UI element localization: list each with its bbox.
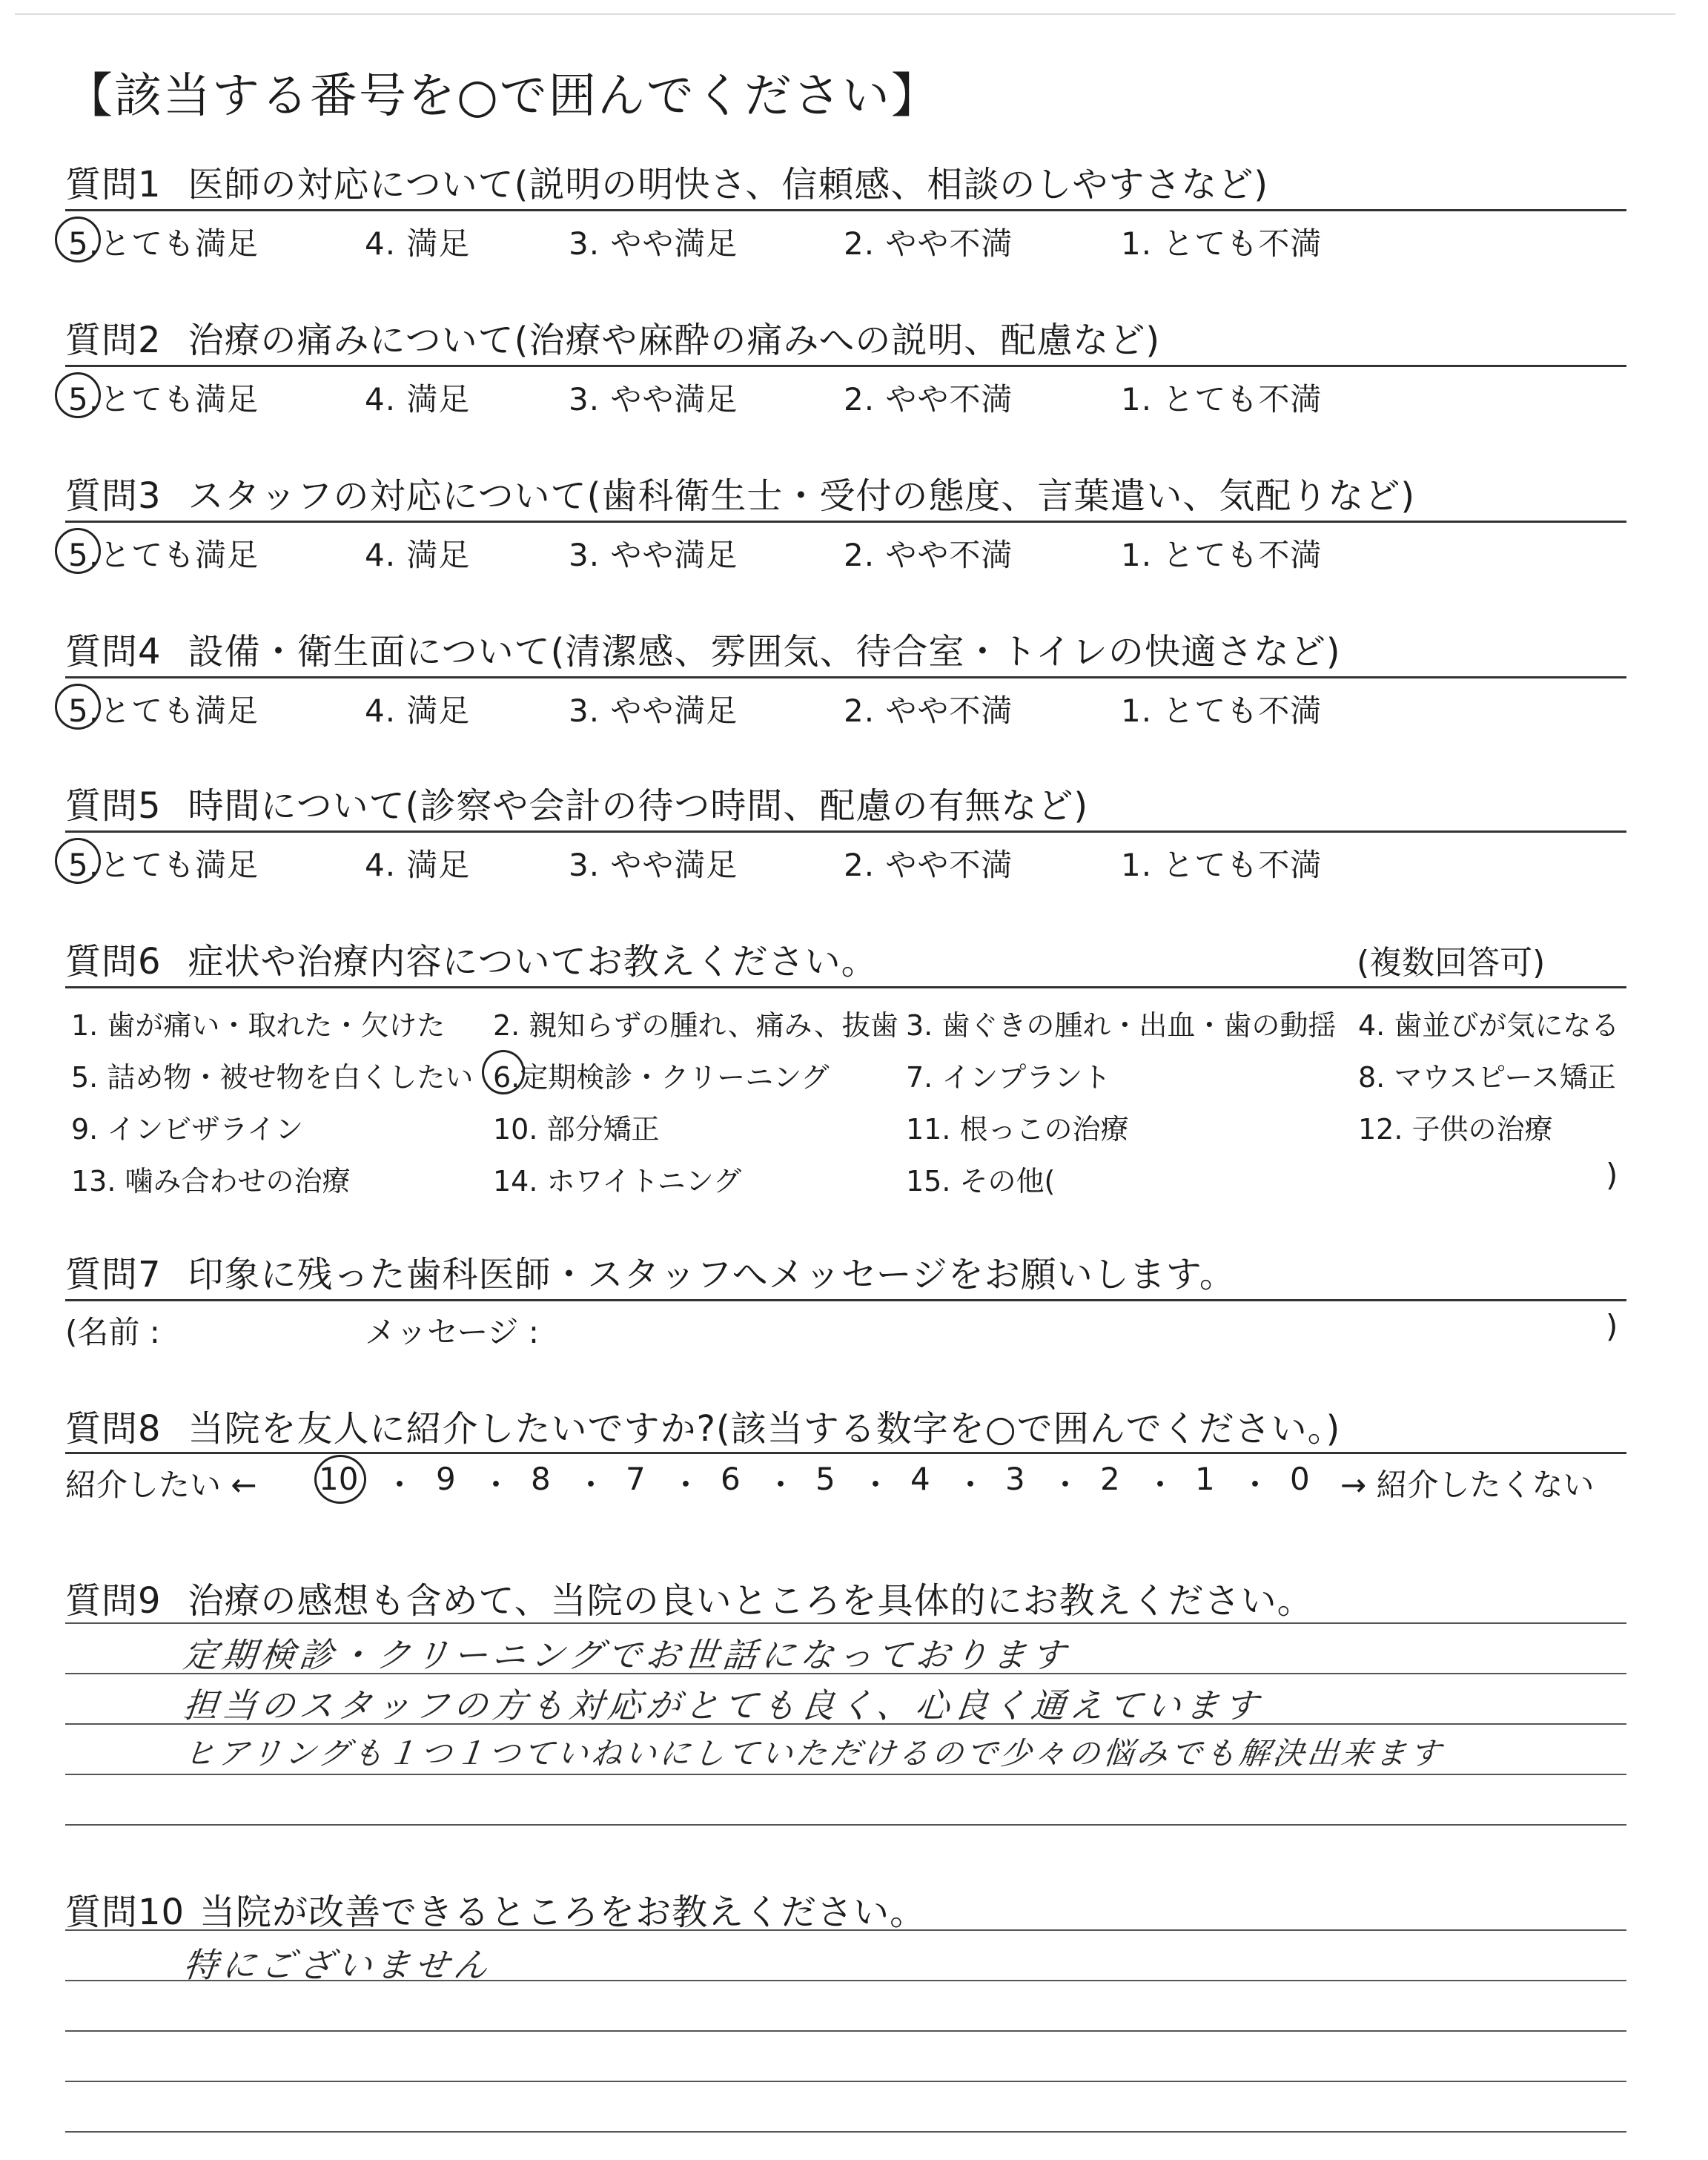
q6-option-7[interactable]: 7. インプラント <box>906 1061 1111 1094</box>
question-number: 質問5 <box>65 785 162 827</box>
q8-right-label: → 紹介したくない <box>1340 1467 1595 1503</box>
question-text: 治療の感想も含めて、当院の良いところを具体的にお教えください。 <box>188 1580 1314 1622</box>
q6-option-4[interactable]: 4. 歯並びが気になる <box>1358 1009 1620 1042</box>
answer-line <box>65 1622 1626 1624</box>
selection-circle <box>314 1455 366 1504</box>
q6-option-11[interactable]: 11. 根っこの治療 <box>906 1113 1129 1146</box>
scale-separator: ・ <box>480 1467 512 1503</box>
scale-separator: ・ <box>670 1467 702 1503</box>
selection-circle <box>55 217 101 262</box>
scale-separator: ・ <box>765 1467 797 1503</box>
question-text: 症状や治療内容についてお教えください。 <box>188 941 878 982</box>
question-number: 質問6 <box>65 941 162 982</box>
question-text: 時間について(診察や会計の待つ時間、配慮の有無など) <box>188 785 1089 827</box>
q6-option-10[interactable]: 10. 部分矯正 <box>493 1113 660 1146</box>
q6-option-6[interactable]: 6.定期検診・クリーニング <box>493 1061 830 1094</box>
scale-separator: ・ <box>575 1467 607 1503</box>
question-number: 質問10 <box>65 1892 185 1933</box>
question-3-title <box>65 467 1415 518</box>
q3-option-4[interactable]: 4. 満足 <box>365 537 471 573</box>
question-number: 質問1 <box>65 164 162 205</box>
q7-message-label: メッセージ : <box>365 1314 539 1350</box>
question-text: スタッフの対応について(歯科衛生士・受付の態度、言葉遣い、気配りなど) <box>188 475 1416 517</box>
q8-score-1[interactable]: 1 <box>1195 1461 1215 1497</box>
question-2-rule <box>65 365 1626 367</box>
scale-separator: ・ <box>1239 1467 1271 1503</box>
q8-score-7[interactable]: 7 <box>626 1461 646 1497</box>
question-9-title <box>65 1572 1314 1623</box>
selection-circle <box>55 528 101 574</box>
q8-score-3[interactable]: 3 <box>1005 1461 1025 1497</box>
q3-option-2[interactable]: 2. やや不満 <box>844 537 1013 573</box>
scale-separator: ・ <box>955 1467 987 1503</box>
q6-option-9[interactable]: 9. インビザライン <box>71 1113 304 1146</box>
question-7-title <box>65 1246 1236 1297</box>
scale-separator: ・ <box>860 1467 892 1503</box>
q8-score-10[interactable]: 10 <box>319 1461 359 1497</box>
q6-option-13[interactable]: 13. 噛み合わせの治療 <box>71 1165 351 1198</box>
q8-score-8[interactable]: 8 <box>531 1461 551 1497</box>
q3-option-1[interactable]: 1. とても不満 <box>1121 537 1323 573</box>
question-text: 医師の対応について(説明の明快さ、信頼感、相談のしやすさなど) <box>188 164 1269 205</box>
q4-option-3[interactable]: 3. やや満足 <box>569 693 738 729</box>
answer-line <box>65 1723 1626 1725</box>
q10-handwritten-line-1[interactable]: 特にございません <box>181 1945 494 1985</box>
multiple-answers-note: (複数回答可) <box>1357 944 1546 982</box>
q8-score-2[interactable]: 2 <box>1100 1461 1120 1497</box>
scale-separator: ・ <box>1050 1467 1082 1503</box>
q7-name-label: (名前 : <box>65 1314 160 1350</box>
question-number: 質問3 <box>65 475 162 517</box>
q6-option-12[interactable]: 12. 子供の治療 <box>1358 1113 1553 1146</box>
q6-option-5[interactable]: 5. 詰め物・被せ物を白くしたい <box>71 1061 474 1094</box>
selection-circle <box>482 1050 525 1094</box>
q2-option-1[interactable]: 1. とても不満 <box>1121 381 1323 417</box>
q2-option-2[interactable]: 2. やや不満 <box>844 381 1013 417</box>
answer-line <box>65 1824 1626 1826</box>
question-8-rule <box>65 1452 1626 1454</box>
q6-option-15[interactable]: 15. その他( <box>906 1165 1056 1198</box>
page-title: 【該当する番号を○で囲んでください】 <box>65 69 940 124</box>
answer-line <box>65 1774 1626 1775</box>
q1-option-5[interactable]: 5.とても満足 <box>68 225 259 262</box>
q2-option-3[interactable]: 3. やや満足 <box>569 381 738 417</box>
q4-option-5[interactable]: 5.とても満足 <box>68 693 259 729</box>
question-5-rule <box>65 830 1626 833</box>
question-1-title <box>65 156 1268 207</box>
q1-option-2[interactable]: 2. やや不満 <box>844 225 1013 262</box>
question-text: 治療の痛みについて(治療や麻酔の痛みへの説明、配慮など) <box>188 320 1161 361</box>
question-number: 質問8 <box>65 1408 162 1450</box>
q8-score-9[interactable]: 9 <box>436 1461 456 1497</box>
answer-line <box>65 1929 1626 1931</box>
question-1-rule <box>65 209 1626 211</box>
question-text: 印象に残った歯科医師・スタッフへメッセージをお願いします。 <box>188 1254 1236 1295</box>
q6-option-14[interactable]: 14. ホワイトニング <box>493 1165 742 1198</box>
answer-line <box>65 1673 1626 1674</box>
q4-option-1[interactable]: 1. とても不満 <box>1121 693 1323 729</box>
selection-circle <box>55 684 101 730</box>
q2-option-4[interactable]: 4. 満足 <box>365 381 471 417</box>
q2-option-5[interactable]: 5.とても満足 <box>68 381 259 417</box>
question-text: 当院を友人に紹介したいですか?(該当する数字を○で囲んでください。) <box>188 1408 1341 1450</box>
answer-line <box>65 2030 1626 2032</box>
question-text: 当院が改善できるところをお教えください。 <box>199 1892 927 1933</box>
question-text: 設備・衛生面について(清潔感、雰囲気、待合室・トイレの快適さなど) <box>188 631 1341 673</box>
q3-option-3[interactable]: 3. やや満足 <box>569 537 738 573</box>
q5-option-4[interactable]: 4. 満足 <box>365 847 471 883</box>
q8-score-4[interactable]: 4 <box>910 1461 930 1497</box>
question-4-title <box>65 623 1341 674</box>
question-10-title <box>65 1883 926 1935</box>
q6-option-3[interactable]: 3. 歯ぐきの腫れ・出血・歯の動揺 <box>906 1009 1337 1042</box>
question-6-rule <box>65 986 1626 988</box>
q6-option-1[interactable]: 1. 歯が痛い・取れた・欠けた <box>71 1009 446 1042</box>
q5-option-1[interactable]: 1. とても不満 <box>1121 847 1323 883</box>
question-5-title <box>65 777 1088 828</box>
answer-line <box>65 2131 1626 2133</box>
q8-score-6[interactable]: 6 <box>721 1461 741 1497</box>
q5-option-2[interactable]: 2. やや不満 <box>844 847 1013 883</box>
question-number: 質問7 <box>65 1254 162 1295</box>
question-6-title <box>65 933 878 984</box>
question-number: 質問2 <box>65 320 162 361</box>
q1-option-4[interactable]: 4. 満足 <box>365 225 471 262</box>
question-8-title <box>65 1400 1340 1451</box>
answer-line <box>65 1980 1626 1981</box>
question-number: 質問9 <box>65 1580 162 1622</box>
q5-option-3[interactable]: 3. やや満足 <box>569 847 738 883</box>
q6-option-8[interactable]: 8. マウスピース矯正 <box>1358 1061 1616 1094</box>
q8-score-0[interactable]: 0 <box>1290 1461 1310 1497</box>
scan-edge-line <box>15 13 1675 15</box>
q9-handwritten-line-1[interactable]: 定期検診・クリーニングでお世話になっております <box>181 1635 1072 1675</box>
question-3-rule <box>65 521 1626 523</box>
q8-score-5[interactable]: 5 <box>815 1461 835 1497</box>
q9-handwritten-line-2[interactable]: 担当のスタッフの方も対応がとても良く、心良く通えています <box>181 1685 1265 1725</box>
q1-option-3[interactable]: 3. やや満足 <box>569 225 738 262</box>
selection-circle <box>55 838 101 884</box>
question-number: 質問4 <box>65 631 162 673</box>
question-4-rule <box>65 676 1626 678</box>
scale-separator: ・ <box>384 1467 416 1503</box>
question-2-title <box>65 311 1160 363</box>
q4-option-4[interactable]: 4. 満足 <box>365 693 471 729</box>
q6-other-close-paren: ) <box>1606 1157 1618 1193</box>
q8-left-label: 紹介したい ← <box>65 1467 257 1503</box>
q3-option-5[interactable]: 5.とても満足 <box>68 537 259 573</box>
q1-option-1[interactable]: 1. とても不満 <box>1121 225 1323 262</box>
q7-close-paren: ) <box>1606 1308 1618 1344</box>
q5-option-5[interactable]: 5.とても満足 <box>68 847 259 883</box>
q6-option-2[interactable]: 2. 親知らずの腫れ、痛み、抜歯 <box>493 1009 898 1042</box>
question-7-rule <box>65 1299 1626 1301</box>
scale-separator: ・ <box>1145 1467 1176 1503</box>
q4-option-2[interactable]: 2. やや不満 <box>844 693 1013 729</box>
q9-handwritten-line-3[interactable]: ヒアリングも１つ１つていねいにしていただけるので少々の悩みでも解決出来ます <box>182 1735 1446 1771</box>
answer-line <box>65 2081 1626 2082</box>
selection-circle <box>55 372 101 418</box>
